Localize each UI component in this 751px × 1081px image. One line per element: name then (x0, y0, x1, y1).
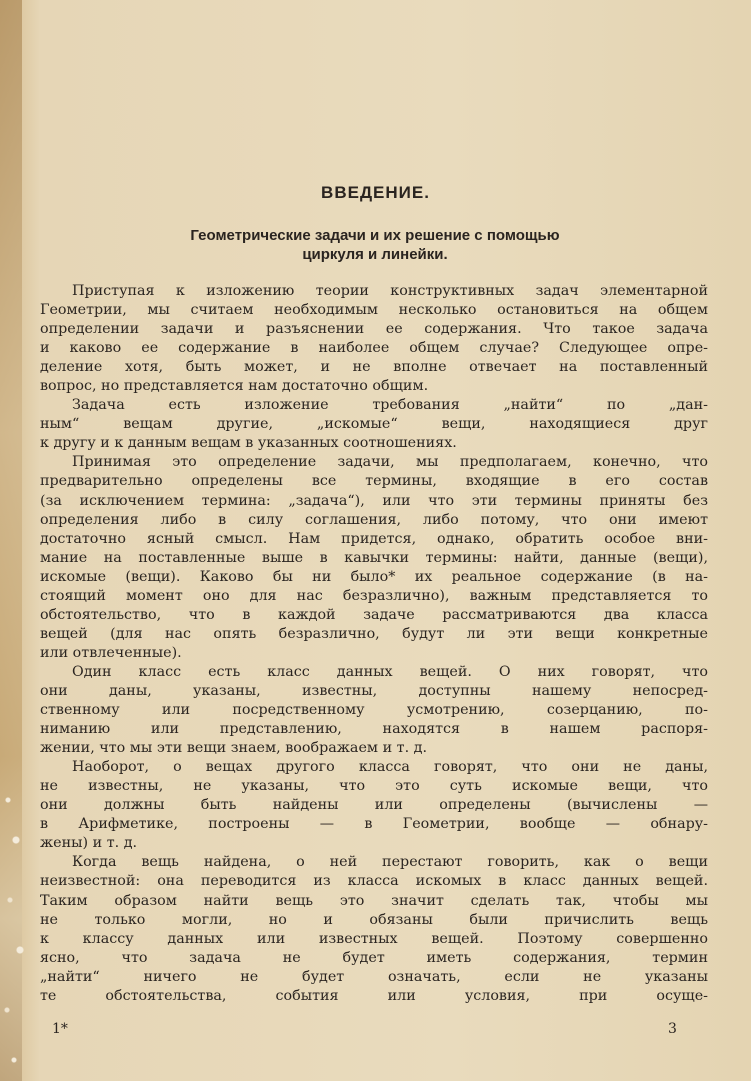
body-text (40, 282, 708, 1006)
text-line: Приступая к изложению теории конструктивных задач элементарной (72, 283, 708, 299)
text-line: определении задачи и разъяснении ее содержания. Что такое задача (40, 321, 708, 338)
text-line: к другу и к данным вещам в указанных соотношениях. (40, 435, 457, 452)
text-line: они должны быть найдены или определены (вычислены — (40, 797, 708, 814)
signature-mark: 1* (52, 1021, 68, 1037)
text-line: Один класс есть класс данных вещей. О них говорят, что (72, 663, 708, 680)
chapter-heading: ВВЕДЕНИЕ. (321, 183, 430, 202)
text-line: вопрос, но представляется нам достаточно общим. (40, 378, 429, 395)
text-line: (за исключением термина: „задача“), или что эти термины приняты без (40, 492, 708, 509)
text-line: искомые (вещи). Каково бы ни было* их реальное содержание (в на- (40, 568, 708, 585)
text-line: Задача есть изложение требования „найти“ по „дан- (72, 397, 708, 414)
text-line: Таким образом найти вещь это значит сделать так, чтобы мы (40, 892, 708, 909)
text-line: те обстоятельства, события или условия, при осуще- (40, 987, 708, 1004)
text-line: в Арифметике, построены — в Геометрии, вообще — обнару- (40, 816, 708, 833)
text-line: жены) и т. д. (40, 835, 138, 852)
subtitle-line: циркуля и линейки. (302, 246, 448, 263)
text-line: определения либо в силу соглашения, либо потому, что они имеют (40, 511, 708, 528)
text-line: вещей (для нас опять безразлично, будут ли эти вещи конкретные (40, 625, 708, 642)
subtitle-line: Геометрические задачи и их решение с помощью (190, 227, 560, 244)
text-line: обстоятельство, что в каждой задаче рассматриваются два класса (40, 606, 708, 623)
text-line: ным“ вещам другие, „искомые“ вещи, находящиеся друг (40, 416, 708, 433)
text-line: не только могли, но и обязаны были причислить вещь (40, 911, 708, 928)
text-line: достаточно ясный смысл. Нам придется, однако, обратить особое вни- (40, 530, 708, 547)
section-subtitle (110, 226, 640, 264)
text-line: неизвестной: она переводится из класса искомых в класс данных вещей. (40, 873, 708, 890)
text-line: ниманию или представлению, находятся в нашем распоря- (40, 721, 708, 738)
text-line: предварительно определены все термины, входящие в его состав (40, 473, 708, 490)
text-line: Принимая это определение задачи, мы предполагаем, конечно, что (72, 454, 708, 471)
text-line: ясно, что задача не будет иметь содержания, термин (40, 949, 708, 966)
text-line: Наоборот, о вещах другого класса говорят, что они не даны, (72, 759, 708, 776)
text-line: мание на поставленные выше в кавычки термины: найти, данные (вещи), (40, 549, 708, 566)
text-line: Геометрии, мы считаем необходимым несколько остановиться на общем (40, 302, 708, 319)
text-line: „найти“ ничего не будет означать, если не указаны (40, 968, 708, 985)
text-line: они даны, указаны, известны, доступны нашему непосред- (40, 682, 708, 699)
text-line: стоящий момент оно для нас безразлично), важным представляется то (40, 587, 708, 604)
text-line: деление хотя, быть может, и не вполне отвечает на поставленный (40, 359, 708, 376)
text-line: ственному или посредственному усмотрению, созерцанию, по- (40, 702, 708, 719)
text-line: жении, что мы эти вещи знаем, воображаем и т. д. (40, 740, 428, 757)
text-line: или отвлеченные). (40, 644, 182, 661)
page-edge-wear (2, 780, 28, 1080)
text-line: Когда вещь найдена, о ней перестают говорить, как о вещи (72, 854, 708, 871)
text-line: и каково ее содержание в наиболее общем случае? Следующее опре- (40, 340, 708, 357)
page-number: 3 (668, 1021, 677, 1037)
text-line: к классу данных или известных вещей. Поэтому совершенно (40, 930, 708, 947)
text-line: не известны, не указаны, что это суть искомые вещи, что (40, 778, 708, 795)
